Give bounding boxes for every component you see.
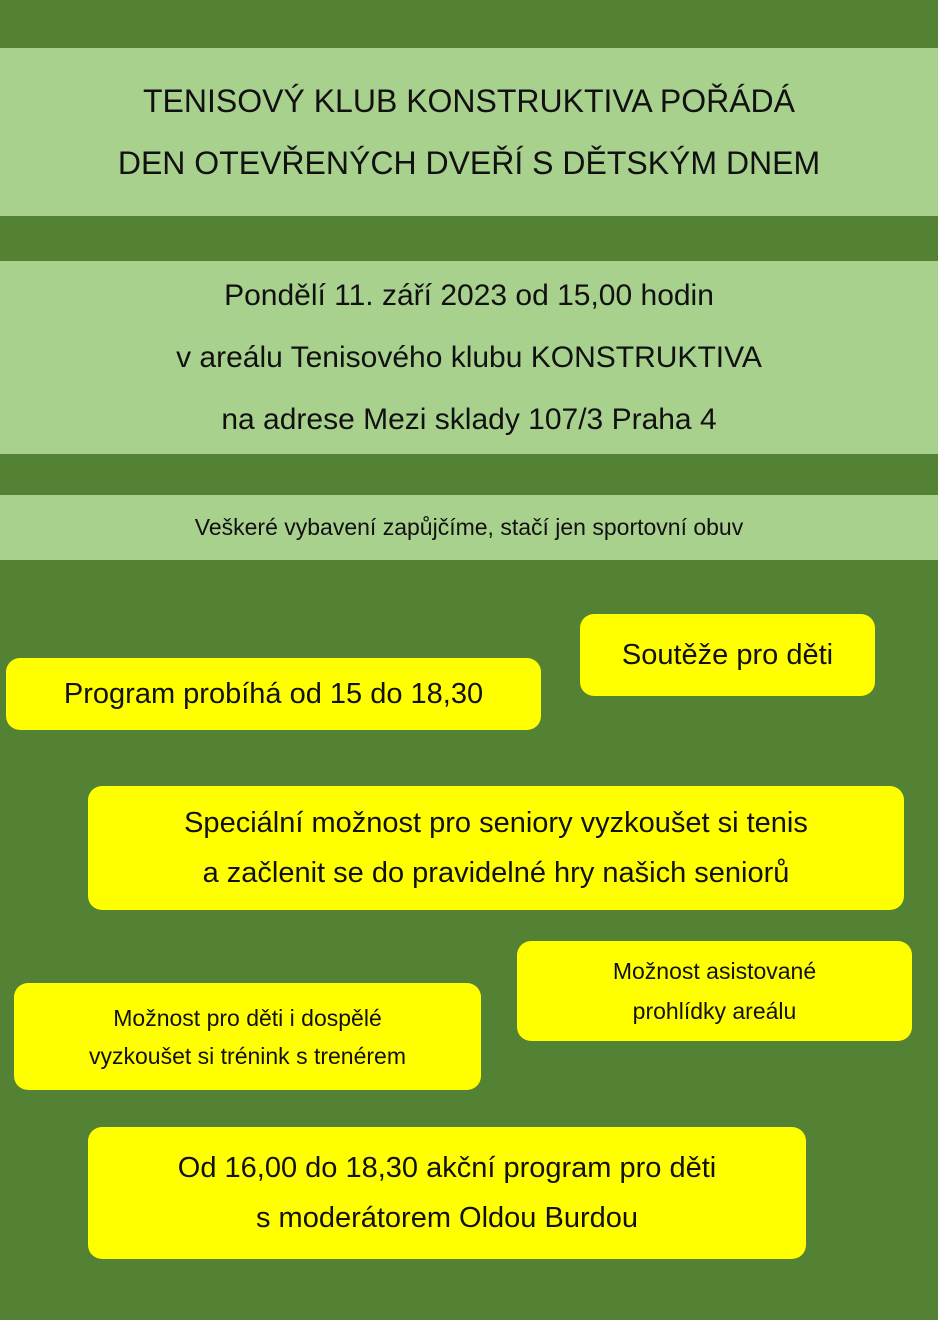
- title-line-2: DEN OTEVŘENÝCH DVEŘÍ S DĚTSKÝM DNEM: [117, 145, 821, 181]
- training-bubble: [14, 983, 481, 1090]
- equipment-note-banner: [0, 495, 938, 560]
- title-banner: [0, 48, 938, 216]
- event-venue: v areálu Tenisového klubu KONSTRUKTIVA: [176, 340, 762, 374]
- seniors-text-2: a začlenit se do pravidelné hry našich seniorů: [202, 857, 790, 889]
- event-info-banner: [0, 261, 938, 454]
- event-date: Pondělí 11. září 2023 od 15,00 hodin: [224, 278, 714, 312]
- tour-text-2: prohlídky areálu: [632, 998, 797, 1024]
- equipment-note: Veškeré vybavení zapůjčíme, stačí jen sportovní obuv: [194, 514, 744, 540]
- action-text-2: s moderátorem Oldou Burdou: [255, 1202, 639, 1234]
- tour-bubble: [517, 941, 912, 1041]
- tour-text-1: Možnost asistované: [612, 958, 817, 984]
- event-address: na adrese Mezi sklady 107/3 Praha 4: [221, 402, 717, 436]
- schedule-bubble: [6, 658, 541, 730]
- training-text-2: vyzkoušet si trénink s trenérem: [88, 1042, 406, 1069]
- seniors-text-1: Speciální možnost pro seniory vyzkoušet si tenis: [184, 807, 808, 839]
- action-program-bubble: [88, 1127, 806, 1259]
- schedule-text: Program probíhá od 15 do 18,30: [63, 677, 484, 710]
- training-text-1: Možnost pro děti i dospělé: [113, 1004, 382, 1031]
- competitions-text: Soutěže pro děti: [621, 638, 834, 671]
- competitions-bubble: [580, 614, 875, 696]
- title-line-1: TENISOVÝ KLUB KONSTRUKTIVA POŘÁDÁ: [143, 83, 795, 119]
- action-text-1: Od 16,00 do 18,30 akční program pro děti: [177, 1152, 717, 1184]
- seniors-bubble: [88, 786, 904, 910]
